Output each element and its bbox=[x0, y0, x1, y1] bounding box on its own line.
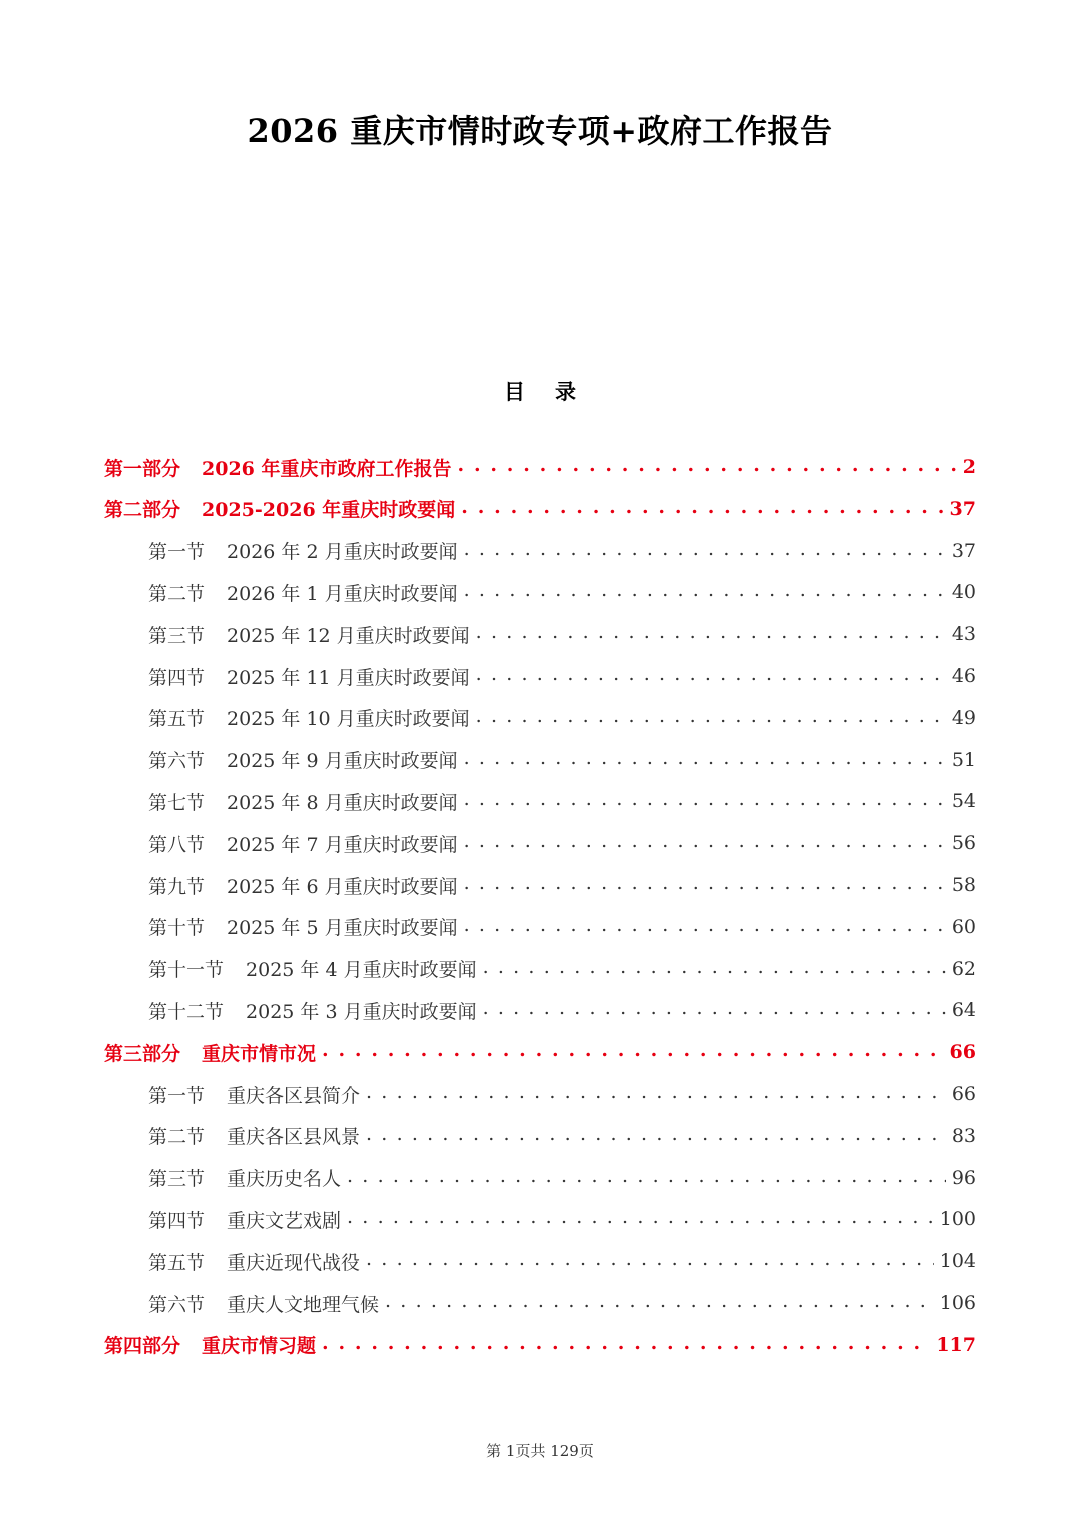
toc-section-entry[interactable] bbox=[148, 1282, 976, 1324]
toc-entry-label: 第一节 bbox=[148, 541, 206, 564]
toc-dot-leader bbox=[322, 1042, 944, 1062]
toc-section-entry[interactable] bbox=[148, 948, 976, 990]
toc-section-entry[interactable] bbox=[148, 1240, 976, 1282]
toc-part-entry[interactable] bbox=[104, 488, 976, 530]
toc-entry-title: 2025 年 11 月重庆时政要闻 bbox=[227, 666, 470, 689]
toc-dot-leader bbox=[464, 875, 946, 895]
toc-section-entry[interactable] bbox=[148, 1115, 976, 1157]
toc-entry-label: 第二节 bbox=[148, 582, 206, 605]
toc-entry-title: 2025 年 7 月重庆时政要闻 bbox=[227, 833, 458, 856]
toc-dot-leader bbox=[476, 624, 946, 644]
toc-entry-label: 第十节 bbox=[148, 917, 206, 940]
toc-dot-leader bbox=[461, 499, 943, 519]
toc-entry-title: 重庆各区县简介 bbox=[227, 1084, 361, 1107]
toc-entry-page-number: 43 bbox=[951, 623, 976, 646]
toc-entry-label: 第四节 bbox=[148, 1209, 206, 1232]
toc-entry-label: 第四节 bbox=[148, 666, 206, 689]
toc-dot-leader bbox=[476, 666, 946, 686]
toc-entry-page-number: 54 bbox=[951, 790, 976, 813]
toc-entry-label: 第六节 bbox=[148, 1293, 206, 1316]
toc-dot-leader bbox=[464, 833, 946, 853]
toc-entry-label: 第七节 bbox=[148, 791, 206, 814]
toc-entry-page-number: 46 bbox=[951, 665, 976, 687]
toc-entry-page-number: 2 bbox=[962, 456, 976, 478]
toc-dot-leader bbox=[322, 1335, 930, 1355]
toc-entry-label: 第四部分 bbox=[104, 1335, 181, 1358]
toc-entry-label: 第一部分 bbox=[104, 457, 181, 480]
toc-dot-leader bbox=[385, 1293, 934, 1313]
toc-dot-leader bbox=[347, 1168, 946, 1188]
toc-entry-label: 第五节 bbox=[148, 1251, 206, 1274]
toc-entry-title: 2025 年 3 月重庆时政要闻 bbox=[246, 1000, 477, 1023]
toc-entry-label: 第十一节 bbox=[148, 959, 225, 982]
toc-entry-page-number: 66 bbox=[949, 1041, 976, 1064]
document-title: 2026 重庆市情时政专项+政府工作报告 bbox=[247, 112, 833, 150]
toc-entry-title: 2025-2026 年重庆时政要闻 bbox=[202, 499, 456, 522]
toc-heading bbox=[0, 376, 1080, 406]
toc-section-entry[interactable] bbox=[148, 864, 976, 906]
toc-entry-title: 2025 年 9 月重庆时政要闻 bbox=[227, 750, 458, 773]
toc-entry-title: 重庆文艺戏剧 bbox=[227, 1209, 342, 1232]
toc-part-entry[interactable] bbox=[104, 1324, 976, 1366]
toc-entry-title: 2025 年 12 月重庆时政要闻 bbox=[227, 624, 470, 647]
toc-entry-page-number: 62 bbox=[951, 957, 976, 980]
toc-entry-page-number: 104 bbox=[939, 1250, 976, 1273]
toc-entry-title: 重庆市情习题 bbox=[202, 1335, 317, 1358]
toc-dot-leader bbox=[464, 791, 946, 811]
toc-entry-label: 第二部分 bbox=[104, 499, 181, 522]
toc-dot-leader bbox=[458, 457, 957, 477]
toc-part-entry[interactable] bbox=[104, 446, 976, 488]
toc-entry-label: 第九节 bbox=[148, 875, 206, 898]
toc-entry-page-number: 83 bbox=[951, 1124, 976, 1147]
toc-entry-title: 2025 年 8 月重庆时政要闻 bbox=[227, 791, 458, 814]
toc-dot-leader bbox=[464, 582, 946, 602]
toc-entry-title: 重庆各区县风景 bbox=[227, 1126, 361, 1149]
toc-section-entry[interactable] bbox=[148, 906, 976, 948]
toc-entry-title: 2026 年 1 月重庆时政要闻 bbox=[227, 582, 458, 605]
toc-section-entry[interactable] bbox=[148, 1073, 976, 1115]
toc-dot-leader bbox=[464, 750, 946, 770]
toc-section-entry[interactable] bbox=[148, 780, 976, 822]
toc-entry-label: 第二节 bbox=[148, 1126, 206, 1149]
toc-entry-page-number: 56 bbox=[951, 832, 976, 855]
toc-dot-leader bbox=[366, 1126, 946, 1146]
toc-entry-page-number: 49 bbox=[951, 706, 976, 729]
toc-entry-title: 2025 年 6 月重庆时政要闻 bbox=[227, 875, 458, 898]
toc-entry-label: 第一节 bbox=[148, 1084, 206, 1107]
toc-section-entry[interactable] bbox=[148, 989, 976, 1031]
toc-dot-leader bbox=[464, 541, 946, 561]
toc-entry-label: 第三节 bbox=[148, 624, 206, 647]
toc-entry-page-number: 40 bbox=[951, 581, 976, 604]
toc-entry-page-number: 58 bbox=[951, 874, 976, 896]
toc-entry-page-number: 96 bbox=[951, 1166, 976, 1189]
toc-section-entry[interactable] bbox=[148, 655, 976, 697]
page-footer: 第 1页共 129页 bbox=[486, 1442, 594, 1460]
toc-dot-leader bbox=[347, 1209, 934, 1229]
toc-entry-label: 第十二节 bbox=[148, 1000, 225, 1023]
toc-entry-page-number: 64 bbox=[951, 999, 976, 1022]
toc-part-entry[interactable] bbox=[104, 1031, 976, 1073]
toc-dot-leader bbox=[366, 1251, 934, 1271]
toc-dot-leader bbox=[476, 708, 946, 728]
toc-entry-label: 第八节 bbox=[148, 833, 206, 856]
toc-section-entry[interactable] bbox=[148, 822, 976, 864]
toc-entry-label: 第三节 bbox=[148, 1168, 206, 1191]
toc-section-entry[interactable] bbox=[148, 571, 976, 613]
toc-entry-page-number: 60 bbox=[951, 915, 976, 938]
toc-entry-title: 2025 年 10 月重庆时政要闻 bbox=[227, 708, 470, 731]
toc-entry-page-number: 106 bbox=[939, 1292, 976, 1314]
toc-entry-title: 重庆历史名人 bbox=[227, 1168, 342, 1191]
toc-entry-title: 2025 年 4 月重庆时政要闻 bbox=[246, 959, 477, 982]
toc-dot-leader bbox=[483, 959, 946, 979]
toc-entry-title: 重庆人文地理气候 bbox=[227, 1293, 380, 1316]
toc-entry-title: 2026 年重庆市政府工作报告 bbox=[202, 457, 452, 480]
toc-heading-left: 目 bbox=[504, 379, 525, 404]
toc-entry-label: 第六节 bbox=[148, 750, 206, 773]
toc-entry-label: 第三部分 bbox=[104, 1042, 181, 1065]
toc-entry-title: 2025 年 5 月重庆时政要闻 bbox=[227, 917, 458, 940]
toc-entry-page-number: 51 bbox=[951, 748, 976, 771]
toc-dot-leader bbox=[464, 917, 946, 937]
toc-entry-page-number: 100 bbox=[939, 1208, 976, 1231]
toc-entry-title: 2026 年 2 月重庆时政要闻 bbox=[227, 541, 458, 564]
toc-section-entry[interactable] bbox=[148, 1157, 976, 1199]
toc-entry-page-number: 117 bbox=[936, 1333, 976, 1356]
toc-dot-leader bbox=[483, 1000, 946, 1020]
toc-section-entry[interactable] bbox=[148, 613, 976, 655]
toc-entry-title: 重庆市情市况 bbox=[202, 1042, 317, 1065]
toc-section-entry[interactable] bbox=[148, 530, 976, 572]
toc-dot-leader bbox=[366, 1084, 946, 1104]
toc-entry-page-number: 66 bbox=[951, 1083, 976, 1105]
toc-section-entry[interactable] bbox=[148, 1198, 976, 1240]
toc-section-entry[interactable] bbox=[148, 697, 976, 739]
toc-entry-title: 重庆近现代战役 bbox=[227, 1251, 361, 1274]
toc-entry-page-number: 37 bbox=[949, 497, 976, 520]
toc-heading-right: 录 bbox=[555, 379, 576, 404]
toc-section-entry[interactable] bbox=[148, 739, 976, 781]
toc-entry-label: 第五节 bbox=[148, 708, 206, 731]
toc-entry-page-number: 37 bbox=[951, 539, 976, 562]
